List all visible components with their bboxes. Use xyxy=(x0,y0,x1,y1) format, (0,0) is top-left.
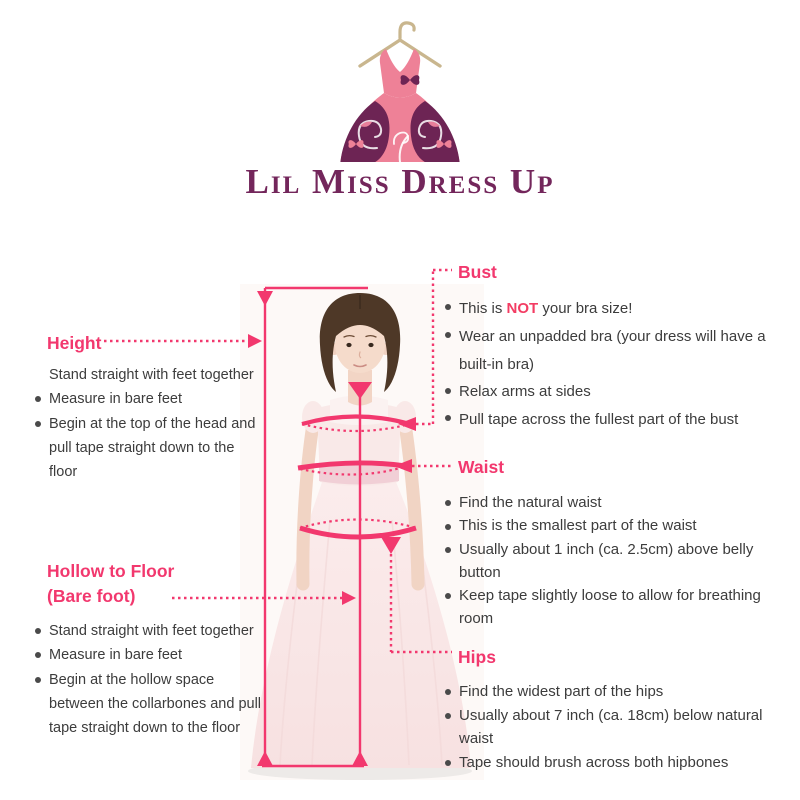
hollow-heading: Hollow to Floor (Bare foot) xyxy=(47,561,175,606)
list-item: This is NOT your bra size! xyxy=(443,295,795,323)
bust-heading: Bust xyxy=(458,262,497,282)
list-item: Tape should brush across both hipbones xyxy=(443,751,795,775)
brand-name: Lil Miss Dress Up xyxy=(245,162,555,201)
list-item: Stand straight with feet together xyxy=(33,619,273,643)
list-item: Keep tape slightly loose to allow for breathing room xyxy=(443,584,795,631)
list-item: Usually about 7 inch (ca. 18cm) below natural waist xyxy=(443,704,795,751)
hips-heading: Hips xyxy=(458,647,496,667)
list-item: Begin at the hollow space between the collarbones and pull tape straight down to the floor xyxy=(33,668,273,741)
list-item: Stand straight with feet together xyxy=(49,367,254,383)
hips-section xyxy=(443,645,795,774)
hips-list xyxy=(443,680,795,774)
not-highlight: NOT xyxy=(506,300,539,317)
list-item: Relax arms at sides xyxy=(443,378,795,406)
bust-list xyxy=(443,295,795,434)
list-item: Begin at the top of the head and pull tape straight down to the floor xyxy=(33,412,265,485)
list-item: Find the natural waist xyxy=(443,491,795,514)
bust-section xyxy=(443,260,795,434)
height-list xyxy=(33,363,265,484)
list-item: This is the smallest part of the waist xyxy=(443,514,795,537)
height-section xyxy=(33,331,265,484)
waist-heading: Waist xyxy=(458,457,505,477)
list-item: Usually about 1 inch (ca. 2.5cm) above belly button xyxy=(443,538,795,585)
list-item: Measure in bare feet xyxy=(33,387,265,411)
hollow-to-floor-section xyxy=(33,559,273,740)
hollow-list xyxy=(33,619,273,740)
list-item: Find the widest part of the hips xyxy=(443,680,795,704)
waist-section xyxy=(443,455,795,631)
list-item: Measure in bare feet xyxy=(33,643,273,667)
height-heading: Height xyxy=(47,333,102,353)
waist-list xyxy=(443,491,795,631)
list-item: Pull tape across the fullest part of the bust xyxy=(443,406,795,434)
list-item: Wear an unpadded bra (your dress will have a built-in bra) xyxy=(443,323,795,379)
